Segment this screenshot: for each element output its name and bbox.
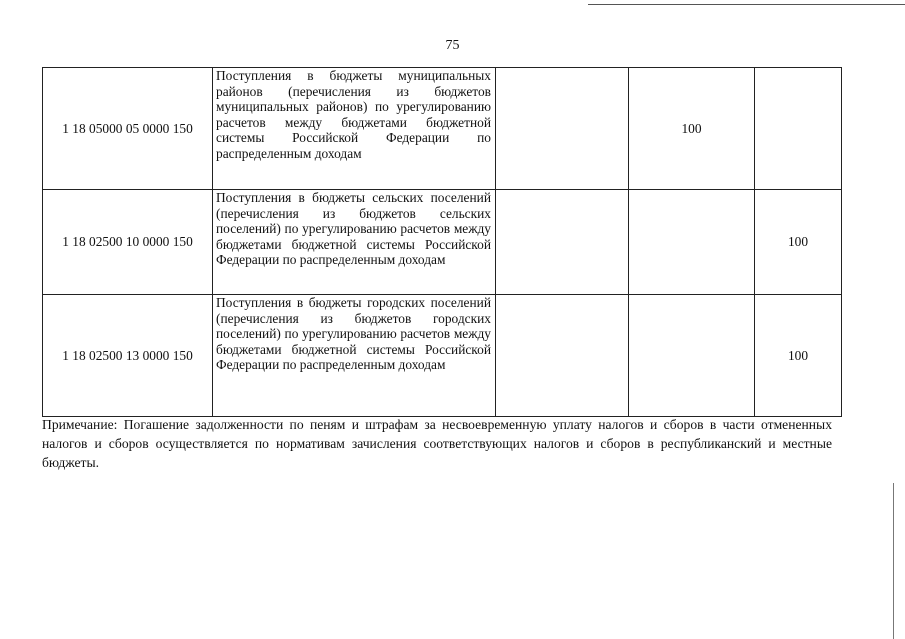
value-cell xyxy=(629,295,755,417)
budget-classification-code: 1 18 02500 10 0000 150 xyxy=(43,190,213,295)
revenue-name: Поступления в бюджеты сельских поселений (перечисления из бюджетов сельских поселений) по урегулированию расчетов между бюджетами бюджетной системы Российской Федерации по распределенным доходам xyxy=(213,190,496,295)
scan-edge-line xyxy=(893,483,894,639)
value-cell: 100 xyxy=(629,68,755,190)
table-row xyxy=(43,295,842,417)
budget-classification-code: 1 18 05000 05 0000 150 xyxy=(43,68,213,190)
revenue-name: Поступления в бюджеты городских поселений (перечисления из бюджетов городских поселений) по урегулированию расчетов между бюджетами бюджетной системы Российской Федерации по распределенным доходам xyxy=(213,295,496,417)
value-cell xyxy=(629,190,755,295)
top-rule xyxy=(588,4,905,5)
value-cell: 100 xyxy=(755,190,842,295)
value-cell: 100 xyxy=(755,295,842,417)
revenue-distribution-table xyxy=(42,67,842,417)
revenue-name: Поступления в бюджеты муниципальных районов (перечисления из бюджетов муниципальных районов) по урегулированию расчетов между бюджетами бюджетной системы Российской Федерации по распределенным доходам xyxy=(213,68,496,190)
value-cell xyxy=(496,68,629,190)
table-row xyxy=(43,190,842,295)
table-row xyxy=(43,68,842,190)
value-cell xyxy=(755,68,842,190)
table-footnote: Примечание: Погашение задолженности по пеням и штрафам за несвоевременную уплату налогов и сборов в части отмененных налогов и сборов осуществляется по нормативам зачисления соответствующих налогов и сборов в республиканский и местные бюджеты. xyxy=(42,417,832,470)
value-cell xyxy=(496,190,629,295)
budget-classification-code: 1 18 02500 13 0000 150 xyxy=(43,295,213,417)
value-cell xyxy=(496,295,629,417)
page-number: 75 xyxy=(445,38,460,53)
